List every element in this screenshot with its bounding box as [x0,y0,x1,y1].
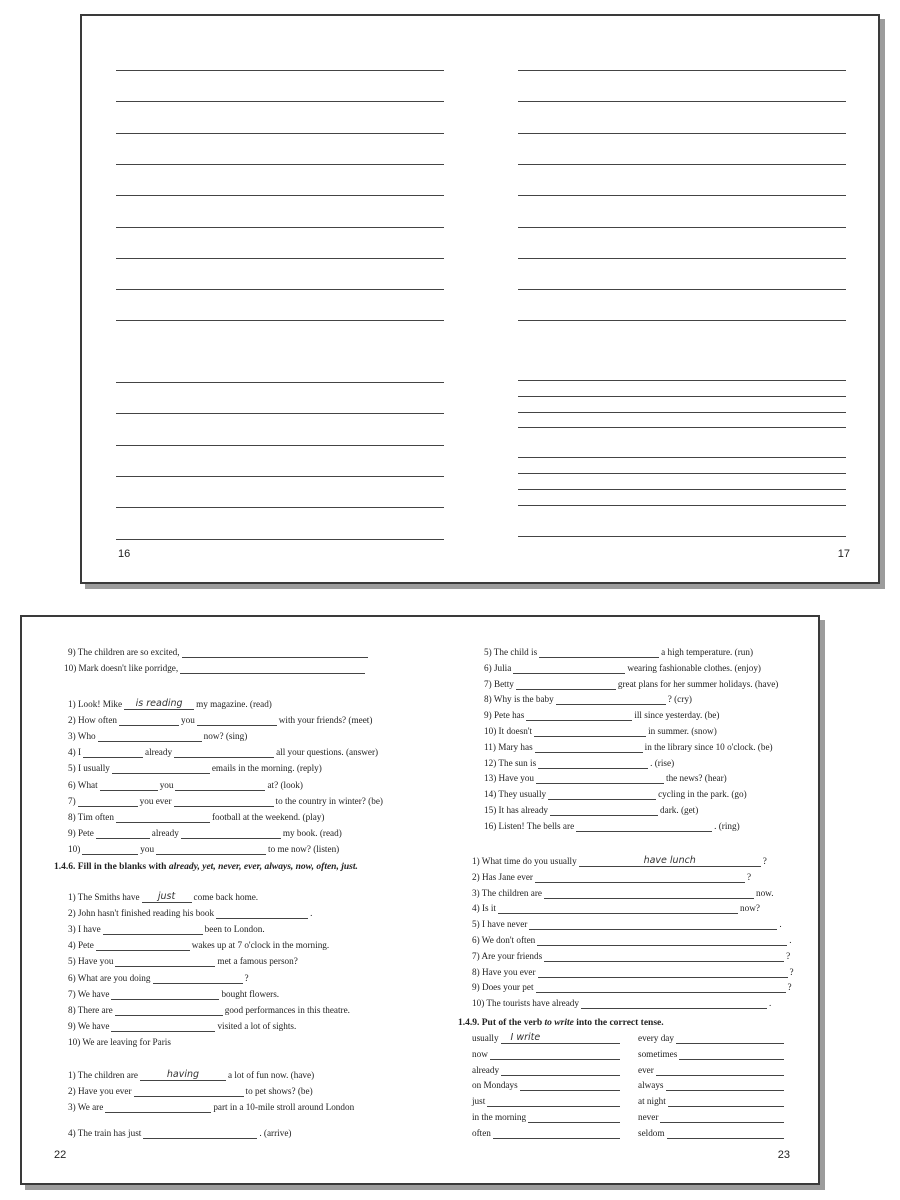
sentence-text: . (rise) [650,757,675,768]
blank-field[interactable] [498,902,738,914]
sentence-text: 4) I [68,747,82,758]
answer-line[interactable] [518,427,846,428]
answer-line[interactable] [116,258,444,259]
sentence-text: 1) The children are [68,1070,138,1080]
blank-field[interactable] [536,772,664,784]
fill-in-sentence [68,1127,291,1139]
fill-in-sentence [68,730,247,742]
blank-field[interactable] [124,698,194,710]
sentence-text: 8) Tim often [68,811,114,822]
sentence-text: cycling in the park. (go) [658,789,747,800]
fill-in-sentence [484,788,747,800]
title-words: to write [544,1018,574,1028]
top-book-spread [80,14,880,584]
blank-field[interactable] [216,907,308,919]
sentence-text: 3) We are [68,1102,104,1112]
blank-field[interactable] [153,972,243,984]
fill-in-sentence [68,939,329,951]
blank-field[interactable] [156,843,266,855]
fill-in-sentence [472,966,794,978]
exercise-title [458,1018,664,1028]
blank-field[interactable] [676,1032,784,1044]
sentence-text: emails in the morning. (reply) [211,763,322,774]
title-text: 1.4.6. Fill in the blanks with [54,862,169,872]
sentence-text: 9) We have [68,1020,110,1031]
sentence-text: 8) There are [68,1004,113,1015]
fill-in-sentence [68,1101,354,1113]
blank-field[interactable] [490,1048,620,1060]
blank-field[interactable] [556,693,666,705]
sentence-text: 5) The child is [484,647,538,657]
blank-field[interactable] [111,1020,215,1032]
adverb: usually [472,1033,499,1043]
blank-field[interactable] [175,779,265,791]
sentence-text: to the country in winter? (be) [275,795,383,806]
sentence-text: met a famous person? [217,956,298,967]
blank-field[interactable] [174,746,274,758]
blank-field[interactable] [174,795,274,807]
handwritten-answer: is reading [135,698,183,709]
sentence-text: 15) It has already [484,805,549,815]
blank-field[interactable] [501,1032,620,1044]
blank-field[interactable] [544,887,754,899]
sentence-text: . [779,919,782,930]
fill-in-sentence [64,662,367,674]
sentence-text: 10) We are leaving for Paris [68,1036,171,1047]
sentence-text: 3) The children are [472,887,542,898]
adverb-row [638,1111,786,1123]
answer-line[interactable] [518,473,846,474]
fill-in-sentence [68,972,249,984]
sentence-text: 6) Julia [484,662,512,673]
blank-field[interactable] [679,1048,784,1060]
sentence-text: you [181,715,195,726]
blank-field[interactable] [103,923,203,935]
sentence-text: 4) Pete [68,940,94,951]
blank-field[interactable] [197,714,277,726]
sentence-text: . [310,908,313,919]
adverb-row [472,1127,622,1139]
adverb-row [472,1032,622,1044]
adverb-row [638,1079,786,1091]
blank-field[interactable] [526,709,632,721]
blank-field[interactable] [112,762,210,774]
fill-in-sentence [472,934,792,946]
fill-in-sentence [484,646,753,658]
blank-field[interactable] [548,788,656,800]
answer-line[interactable] [116,413,444,414]
page-23 [442,617,822,1183]
blank-field[interactable] [501,1064,620,1076]
blank-field[interactable] [98,730,202,742]
sentence-text: part in a 10-mile stroll around London [213,1102,355,1112]
page-number: 16 [118,548,131,560]
blank-field[interactable] [116,811,210,823]
sentence-text: 2) Has Jane ever [472,871,533,882]
answer-line[interactable] [518,320,846,321]
blank-field[interactable] [140,1069,226,1081]
blank-field[interactable] [538,966,788,978]
sentence-text: my magazine. (read) [196,699,272,709]
blank-field[interactable] [537,934,787,946]
sentence-text: to me now? (listen) [268,843,340,854]
sentence-text: 2) John hasn't finished reading his book [68,908,215,919]
adverb-row [472,1095,622,1107]
bottom-book-spread [20,615,820,1185]
answer-line[interactable] [518,101,846,102]
sentence-text: now. [755,887,774,898]
blank-field[interactable] [143,1127,257,1139]
sentence-text: 7) [68,795,76,806]
sentence-text: wakes up at 7 o'clock in the morning. [191,940,330,951]
sentence-text: 5) I usually [68,763,110,774]
answer-line[interactable] [518,505,846,506]
answer-line[interactable] [116,227,444,228]
blank-field[interactable] [83,746,143,758]
blank-field[interactable] [105,1101,211,1113]
blank-field[interactable] [535,871,745,883]
fill-in-sentence [484,757,674,769]
answer-line[interactable] [116,101,444,102]
blank-field[interactable] [536,981,786,993]
answer-line[interactable] [116,133,444,134]
sentence-text: visited a lot of sights. [217,1020,297,1031]
sentence-text: 3) Who [68,731,96,742]
exercise-title [54,861,394,874]
fill-in-sentence [472,902,760,914]
blank-field[interactable] [516,678,616,690]
blank-field[interactable] [656,1064,784,1076]
sentence-text: ? (cry) [667,694,692,705]
fill-in-sentence [68,762,322,774]
adverb: never [638,1112,659,1122]
adverb-row [638,1048,786,1060]
sentence-text: . [789,935,792,945]
sentence-text: ? [786,950,791,961]
blank-field[interactable] [96,939,190,951]
sentence-text: 4) The train has just [68,1128,142,1138]
adverb-row [638,1095,786,1107]
sentence-text: 2) How often [68,715,117,726]
sentence-text: 10) The tourists have already [472,998,579,1009]
fill-in-sentence [68,714,372,726]
adverb: every day [638,1033,674,1043]
sentence-text: 11) Mary has [484,741,533,752]
fill-in-sentence [68,1004,350,1016]
answer-line[interactable] [116,320,444,321]
sentence-text: 13) Have you [484,773,535,784]
blank-field[interactable] [550,804,658,816]
fill-in-sentence [68,923,265,935]
adverb: in the morning [472,1112,527,1122]
fill-in-sentence [68,988,279,1000]
sentence-text: a lot of fun now. (have) [227,1070,315,1080]
answer-line[interactable] [518,457,846,458]
fill-in-sentence [68,1085,313,1097]
sentence-text: 10) [68,843,81,854]
adverb: now [472,1048,488,1059]
sentence-text: good performances in this theatre. [224,1004,350,1015]
adverb-row [472,1079,622,1091]
sentence-text: 6) What are you doing [68,972,151,983]
answer-line[interactable] [518,164,846,165]
sentence-text: been to London. [204,924,265,935]
sentence-text: wearing fashionable clothes. (enjoy) [627,662,761,673]
adverb: often [472,1127,491,1138]
sentence-text: 4) Is it [472,903,496,914]
answer-line[interactable] [116,289,444,290]
sentence-text: 7) Betty [484,678,514,689]
sentence-text: . (arrive) [259,1128,292,1138]
blank-field[interactable] [180,662,365,674]
fill-in-sentence [472,981,792,993]
sentence-text: football at the weekend. (play) [211,811,325,822]
blank-field[interactable] [111,988,219,1000]
title-words: just. [341,862,358,872]
adverb: just [472,1096,486,1107]
adverb: ever [638,1064,654,1075]
blank-field[interactable] [576,820,712,832]
blank-field[interactable] [115,955,215,967]
adverb-row [638,1064,786,1076]
fill-in-sentence [472,997,771,1009]
page-number: 22 [54,1149,67,1161]
answer-line[interactable] [518,133,846,134]
fill-in-sentence [484,804,698,816]
handwritten-answer: having [166,1069,200,1080]
sentence-text: ? [746,871,752,882]
fill-in-sentence [484,725,717,737]
blank-field[interactable] [96,827,150,839]
sentence-text: all your questions. (answer) [276,747,379,758]
fill-in-sentence [68,843,339,855]
title-words: already, yet, never, ever, always, now, often, [168,862,339,872]
fill-in-sentence [472,918,782,930]
blank-field[interactable] [520,1079,620,1091]
sentence-text: 9) The children are so excited, [68,647,180,657]
sentence-text: already [151,827,179,838]
fill-in-sentence [68,1020,296,1032]
fill-in-sentence [472,855,767,867]
sentence-text: you [159,779,174,790]
sentence-text: dark. (get) [660,805,699,815]
blank-field[interactable] [181,827,281,839]
blank-field[interactable] [660,1111,784,1123]
blank-field[interactable] [528,1111,620,1123]
blank-field[interactable] [513,662,625,674]
blank-field[interactable] [581,997,767,1009]
page-16 [82,16,482,582]
fill-in-sentence [68,746,378,758]
sentence-text: ? [787,982,792,993]
sentence-text: in summer. (snow) [648,726,717,736]
sentence-text: 14) They usually [484,789,547,800]
sentence-text: 9) Does your pet [472,982,534,993]
sentence-text: 1) What time do you usually [472,856,577,866]
sentence-text: to pet shows? (be) [245,1086,313,1096]
answer-line[interactable] [116,507,444,508]
blank-field[interactable] [493,1127,620,1139]
answer-line[interactable] [518,289,846,290]
fill-in-sentence [484,820,740,832]
sentence-text: now? [740,903,760,914]
sentence-text: ? [762,856,767,866]
answer-line[interactable] [116,164,444,165]
fill-in-sentence [472,887,774,899]
sentence-text: ? [789,966,794,977]
blank-field[interactable] [666,1079,784,1091]
answer-line[interactable] [518,396,846,397]
adverb-row [638,1127,786,1139]
sentence-text: 16) Listen! The bells are [484,820,575,831]
blank-field[interactable] [78,795,138,807]
fill-in-sentence [68,1069,314,1081]
handwritten-answer: just [157,891,176,902]
fill-in-sentence [68,779,303,791]
blank-field[interactable] [134,1085,244,1097]
sentence-text: you [140,843,155,854]
blank-field[interactable] [115,1004,223,1016]
blank-field[interactable] [182,646,368,658]
sentence-text: . [768,998,772,1009]
title-text: 1.4.9. Put of the verb [458,1018,545,1028]
blank-field[interactable] [535,741,643,753]
sentence-text: 1) Look! Mike [68,699,123,709]
sentence-text: 6) We don't often [472,935,536,945]
blank-field[interactable] [539,646,659,658]
sentence-text: now? (sing) [203,731,248,742]
fill-in-sentence [68,646,370,658]
blank-field[interactable] [544,950,784,962]
adverb: already [472,1064,500,1075]
handwritten-answer: I write [510,1032,541,1043]
answer-line[interactable] [116,382,444,383]
answer-line[interactable] [116,70,444,71]
answer-line[interactable] [116,195,444,196]
sentence-text: ill since yesterday. (be) [634,710,720,721]
sentence-text: 6) What [68,779,98,790]
blank-field[interactable] [487,1095,620,1107]
answer-line[interactable] [518,380,846,381]
sentence-text: great plans for her summer holidays. (have) [617,678,779,689]
sentence-text: my book. (read) [282,827,342,838]
adverb-row [638,1032,786,1044]
sentence-text: at? (look) [267,779,303,790]
page-number: 17 [837,548,850,560]
sentence-text: 5) I have never [472,919,528,930]
fill-in-sentence [484,662,761,674]
answer-line[interactable] [518,227,846,228]
fill-in-sentence [472,871,751,883]
adverb: at night [638,1096,666,1107]
sentence-text: 1) The Smiths have [68,892,140,902]
fill-in-sentence [68,811,324,823]
fill-in-sentence [68,1036,171,1048]
title-text: into the correct tense. [573,1018,664,1028]
sentence-text: 2) Have you ever [68,1086,132,1096]
sentence-text: bought flowers. [221,988,280,999]
fill-in-sentence [484,693,692,705]
adverb-row [472,1111,622,1123]
blank-field[interactable] [119,714,179,726]
answer-line[interactable] [116,476,444,477]
sentence-text: 3) I have [68,924,101,935]
adverb: seldom [638,1127,665,1138]
adverb: always [638,1080,664,1091]
adverb-row [472,1048,622,1060]
answer-line[interactable] [518,195,846,196]
answer-line[interactable] [116,539,444,540]
fill-in-sentence [68,891,258,903]
sentence-text: a high temperature. (run) [661,647,754,657]
fill-in-sentence [484,772,727,784]
fill-in-sentence [68,698,272,710]
fill-in-sentence [472,950,790,962]
answer-line[interactable] [518,258,846,259]
sentence-text: . (ring) [714,820,740,831]
sentence-text: 8) Why is the baby [484,694,554,705]
sentence-text: you ever [139,795,172,806]
blank-field[interactable] [668,1095,784,1107]
adverb-row [472,1064,622,1076]
blank-field[interactable] [529,918,777,930]
sentence-text: 9) Pete [68,827,94,838]
sentence-text: 12) The sun is [484,757,537,768]
answer-line[interactable] [518,70,846,71]
blank-field[interactable] [142,891,192,903]
handwritten-answer: have lunch [643,855,696,866]
sentence-text: 10) It doesn't [484,726,533,736]
blank-field[interactable] [538,757,648,769]
sentence-text: already [145,747,173,758]
sentence-text: in the library since 10 o'clock. (be) [644,741,773,752]
fill-in-sentence [484,709,719,721]
page-17 [482,16,882,582]
fill-in-sentence [68,955,298,967]
answer-line[interactable] [518,489,846,490]
blank-field[interactable] [579,855,761,867]
sentence-text: ? [244,972,249,983]
sentence-text: 9) Pete has [484,710,525,721]
sentence-text: 10) Mark doesn't like porridge, [64,663,179,673]
blank-field[interactable] [82,843,138,855]
sentence-text: 7) We have [68,988,110,999]
blank-field[interactable] [534,725,646,737]
fill-in-sentence [68,795,383,807]
fill-in-sentence [68,827,342,839]
sentence-text: 7) Are your friends [472,950,543,961]
sentence-text: come back home. [193,892,259,902]
fill-in-sentence [484,678,778,690]
blank-field[interactable] [667,1127,784,1139]
answer-line[interactable] [518,536,846,537]
sentence-text: 8) Have you ever [472,966,536,977]
blank-field[interactable] [100,779,158,791]
fill-in-sentence [484,741,773,753]
adverb: on Mondays [472,1080,518,1091]
fill-in-sentence [68,907,312,919]
page-number: 23 [777,1149,790,1161]
adverb: sometimes [638,1048,678,1059]
answer-line[interactable] [116,445,444,446]
sentence-text: the news? (hear) [666,773,727,784]
sentence-text: with your friends? (meet) [278,715,373,726]
page-22 [22,617,422,1183]
answer-line[interactable] [518,412,846,413]
sentence-text: 5) Have you [68,956,114,967]
